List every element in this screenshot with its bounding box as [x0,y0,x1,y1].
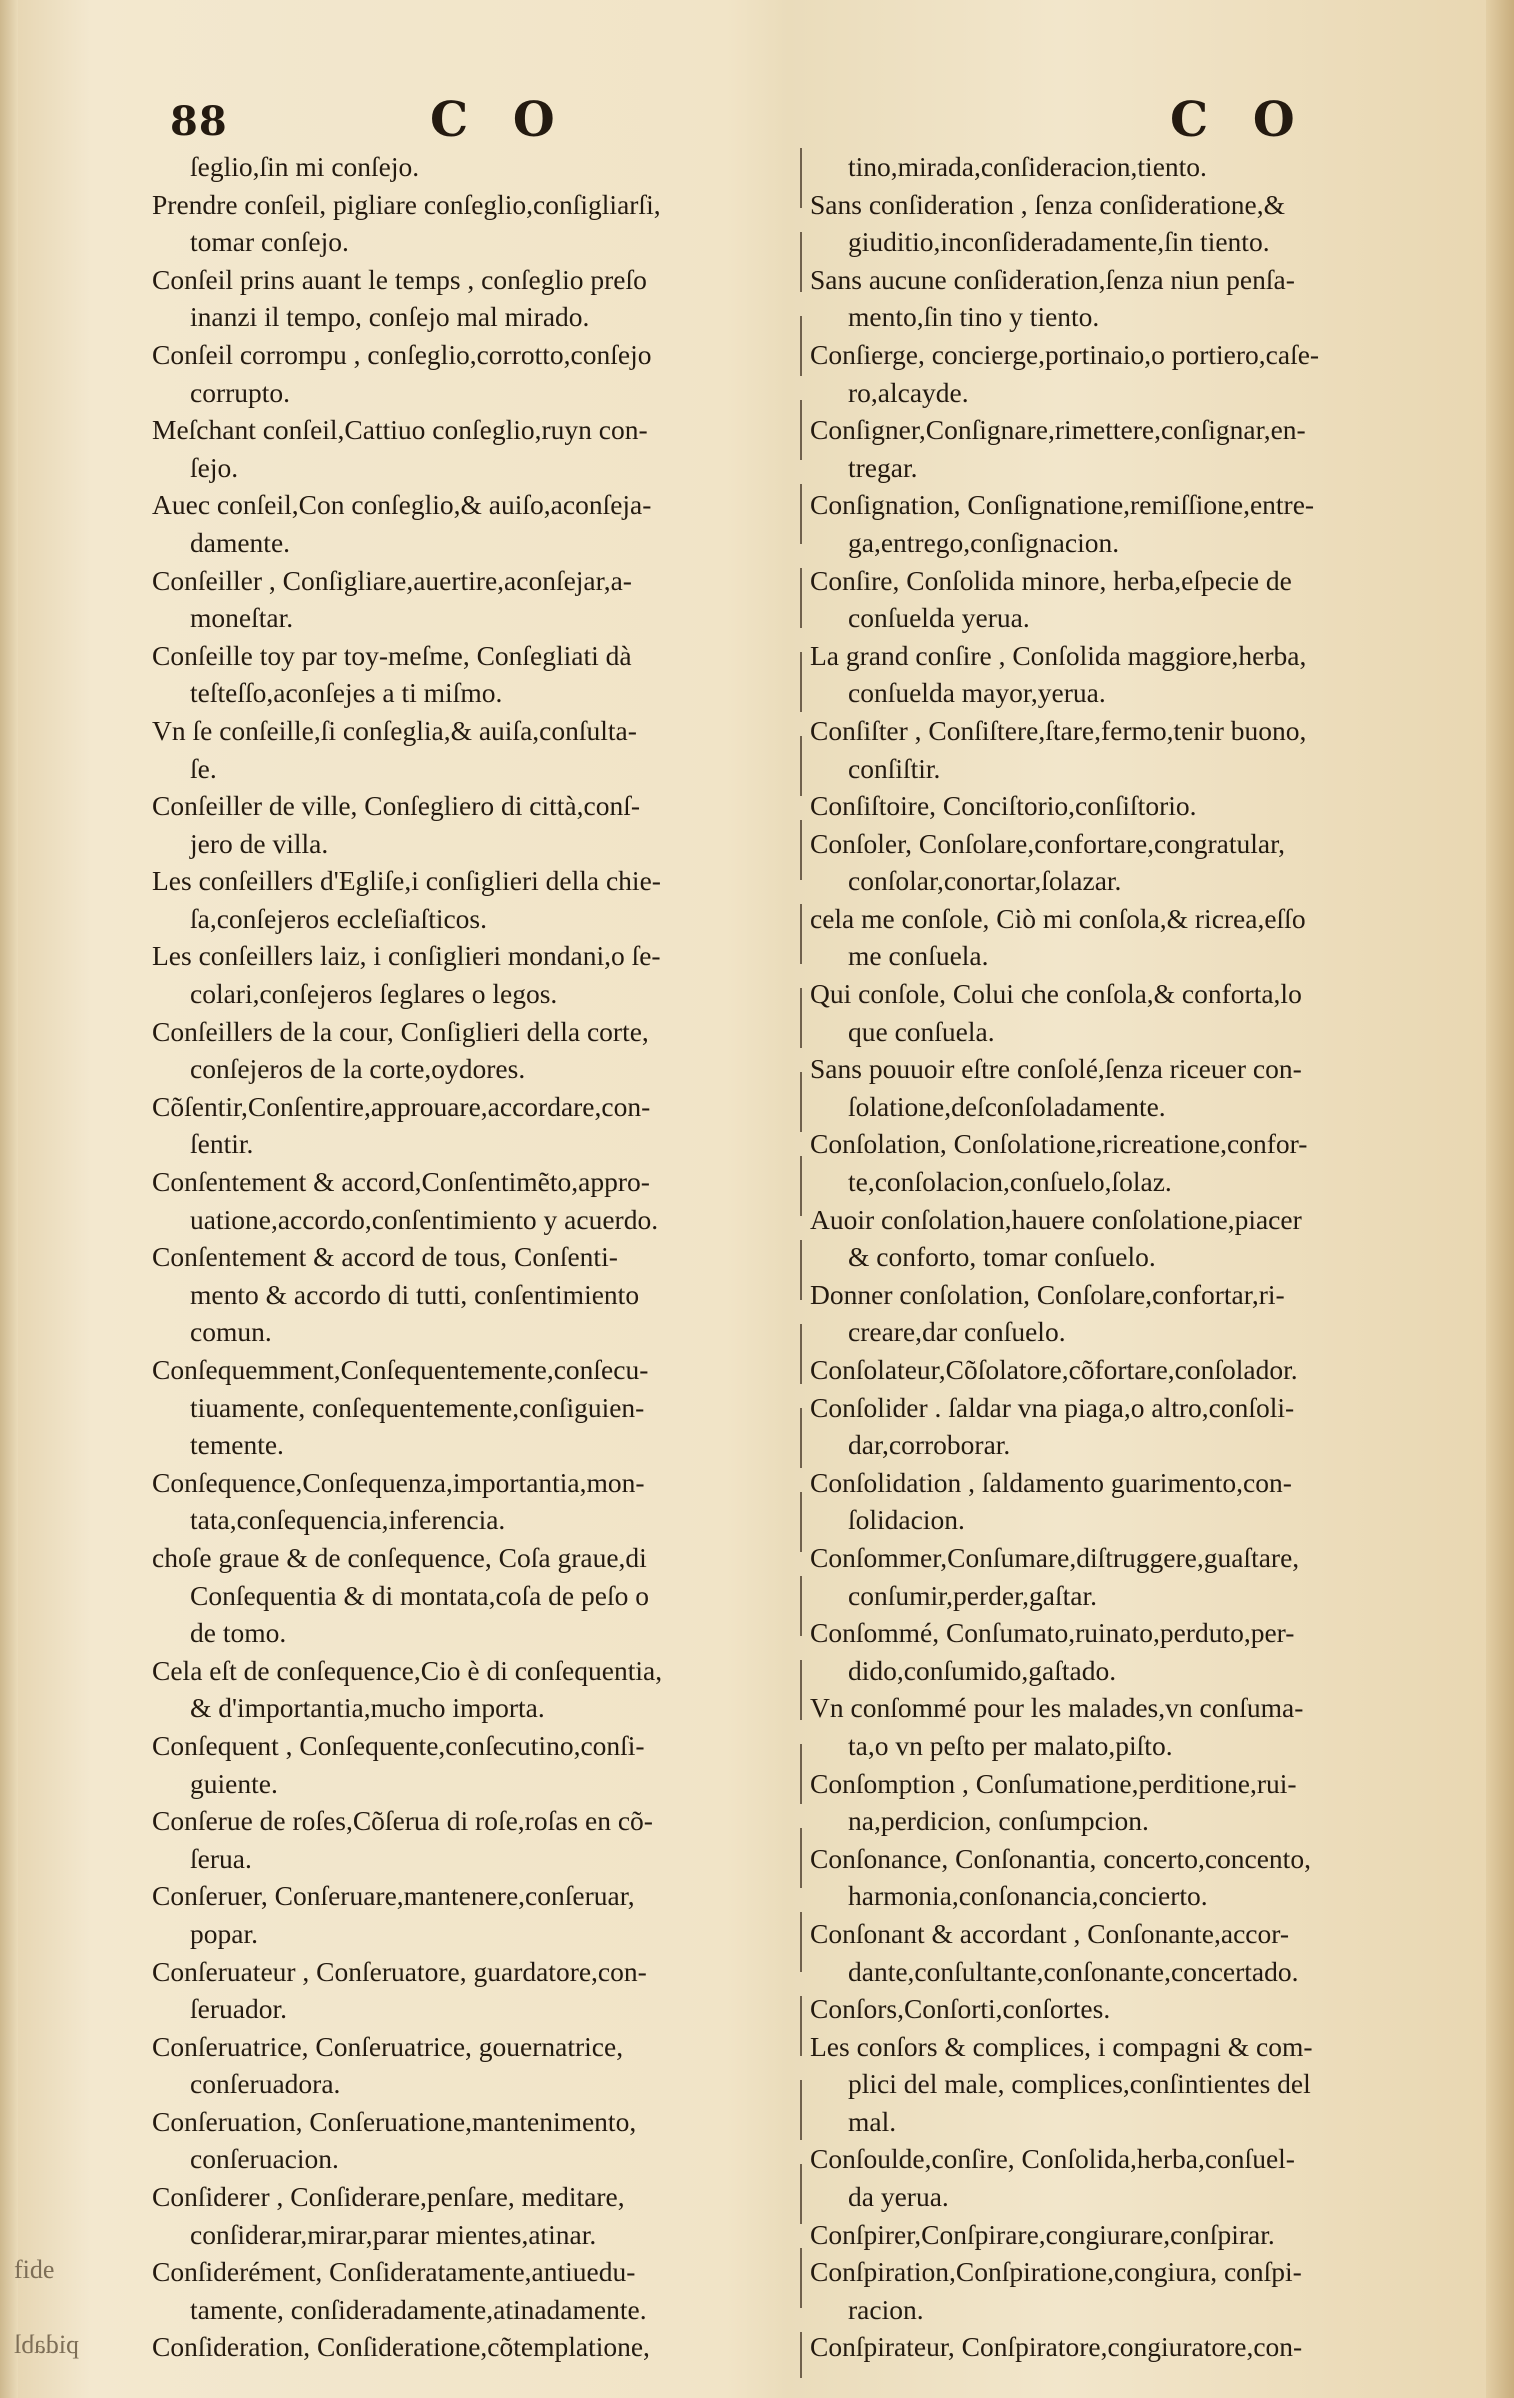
dictionary-entry [152,2178,792,2253]
entry-continuation-line: que conſuela. [848,1015,995,1047]
entry-headword-line: Conſeruation, Conſeruatione,mantenimento, [152,2105,637,2137]
dictionary-entry [152,1953,792,2028]
dictionary-entry [810,900,1476,975]
entry-headword-line: Conſeille toy par toy-meſme, Conſegliati dà [152,639,632,671]
entry-continuation-line: ſeruador. [190,1993,287,2025]
margin-note: fide [14,2255,55,2284]
dictionary-entry [810,562,1476,637]
entry-headword-line: Conſolidation , ſaldamento guarimento,con- [810,1466,1292,1498]
entry-headword-line: Conſiſter , Conſiſtere,ſtare,fermo,tenir buono, [810,714,1307,746]
entry-headword-line: Auec conſeil,Con conſeglio,& auiſo,aconſeja- [152,489,652,521]
entry-headword-line: Conſeruer, Conſeruare,mantenere,conſeruar, [152,1880,635,1912]
entry-headword-line: Vn conſommé pour les malades,vn conſuma- [810,1692,1304,1724]
dictionary-entry [152,937,792,1012]
dictionary-entry [810,787,1476,825]
entry-headword-line: Cela eſt de conſequence,Cio è di conſequentia, [152,1654,663,1686]
entry-headword-line: Vn ſe conſeille,ſi conſeglia,& auiſa,conſulta- [152,714,637,746]
entry-headword-line: Conſeillers de la cour, Conſiglieri della corte, [152,1015,649,1047]
dictionary-entry [810,712,1476,787]
dictionary-entry [810,486,1476,561]
dictionary-entry [152,1802,792,1877]
entry-continuation-line: ro,alcayde. [848,376,969,408]
dictionary-entry [810,411,1476,486]
entry-headword-line: Conſiſtoire, Conciſtorio,conſiſtorio. [810,790,1197,822]
dictionary-entry [810,2328,1476,2366]
dictionary-entry [152,712,792,787]
entry-continuation-line: dante,conſultante,conſonante,concertado. [848,1955,1299,1987]
entry-continuation-line: conſiderar,mirar,parar mientes,atinar. [190,2218,597,2250]
dictionary-entry [152,1013,792,1088]
entry-continuation-line: teſteſſo,aconſejes a ti miſmo. [190,677,503,709]
entry-headword-line: Conſoulde,conſire, Conſolida,herba,conſuel- [810,2143,1295,2175]
entry-continuation-line: racion. [848,2293,924,2325]
entry-headword-line: Conſeruateur , Conſeruatore, guardatore,con- [152,1955,647,1987]
entry-headword-line: Conſigner,Conſignare,rimettere,conſignar,en- [810,414,1306,446]
dictionary-entry [810,1050,1476,1125]
dictionary-entry [810,1765,1476,1840]
entry-continuation-line: colari,conſejeros ſeglares o legos. [190,978,558,1010]
dictionary-entry [810,336,1476,411]
entry-continuation-line: ſa,conſejeros eccleſiaſticos. [190,902,488,934]
dictionary-entry [152,2328,792,2366]
entry-headword-line: Conſonance, Conſonantia, concerto,concento, [810,1842,1311,1874]
entry-headword-line: La grand conſire , Conſolida maggiore,herba, [810,639,1307,671]
entry-headword-line: Auoir conſolation,hauere conſolatione,piacer [810,1203,1302,1235]
entry-headword-line: Conſentement & accord de tous, Conſenti- [152,1241,618,1273]
dictionary-entry [152,637,792,712]
entry-headword-line: Conſignation, Conſignatione,remiſſione,entre- [810,489,1315,521]
entry-continuation-line: moneſtar. [190,602,294,634]
entry-continuation-line: ſejo. [190,451,239,483]
entry-headword-line: Conſeil prins auant le temps , conſeglio preſo [152,263,647,295]
dictionary-entry [152,1351,792,1464]
entry-headword-line: Donner conſolation, Conſolare,confortar,ri- [810,1278,1285,1310]
dictionary-entry [152,2253,792,2328]
entry-headword-line: Conſolation, Conſolatione,ricreatione,confor- [810,1128,1308,1160]
entry-headword-line: Conſequence,Conſequenza,importantia,mon- [152,1466,645,1498]
entry-continuation-line: guiente. [190,1767,278,1799]
dictionary-entry [810,1125,1476,1200]
entry-continuation-line: tamente, conſideradamente,atinadamente. [190,2293,647,2325]
dictionary-entry [810,1840,1476,1915]
entry-headword-line: tino,mirada,conſideracion,tiento. [848,151,1207,182]
entry-continuation-line: ga,entrego,conſignacion. [848,526,1120,558]
entry-continuation-line: uatione,accordo,conſentimiento y acuerdo. [190,1203,659,1235]
entry-headword-line: Conſolateur,Cõſolatore,cõfortare,conſolador. [810,1354,1298,1385]
dictionary-entry [152,148,792,186]
entry-headword-line: Conſideration, Conſideratione,cõtemplatione, [152,2331,650,2363]
entry-continuation-line: conſiſtir. [848,752,941,784]
entry-headword-line: Conſpiration,Conſpiratione,congiura, conſpi- [810,2256,1302,2288]
page-left-edge [0,0,18,2398]
entry-headword-line: Conſoler, Conſolare,confortare,congratular, [810,827,1286,859]
entry-continuation-line: conſeruacion. [190,2143,339,2175]
entry-continuation-line: dar,corroborar. [848,1429,1011,1461]
entry-continuation-line: mento & accordo di tutti, conſentimiento [190,1278,640,1310]
entry-continuation-line: conſolar,conortar,ſolazar. [848,865,1122,897]
entry-headword-line: Les conſeillers d'Egliſe,i conſiglieri della chie- [152,865,661,897]
entry-continuation-line: conſejeros de la corte,oydores. [190,1053,526,1085]
entry-continuation-line: ſentir. [190,1128,254,1160]
entry-headword-line: Prendre conſeil, pigliare conſeglio,conſigliarſi, [152,188,661,220]
entry-headword-line: Conſentement & accord,Conſentimẽto,appro- [152,1166,650,1198]
dictionary-entry [810,1389,1476,1464]
dictionary-entry [810,2028,1476,2141]
dictionary-entry [810,1614,1476,1689]
entry-headword-line: Meſchant conſeil,Cattiuo conſeglio,ruyn con- [152,414,648,446]
entry-headword-line: Conſeiller , Conſigliare,auertire,aconſejar,a- [152,564,632,596]
entry-headword-line: Les conſors & complices, i compagni & com- [810,2030,1313,2062]
dictionary-entry [152,1163,792,1238]
dictionary-entry [152,1539,792,1652]
entry-continuation-line: comun. [190,1316,272,1348]
entry-headword-line: Conſerue de roſes,Cõſerua di roſe,roſas en cõ- [152,1805,653,1837]
dictionary-entry [152,562,792,637]
entry-continuation-line: ſolidacion. [848,1504,965,1536]
dictionary-entry [810,1689,1476,1764]
entry-continuation-line: conſuelda yerua. [848,602,1030,634]
entry-continuation-line: plici del male, complices,conſintientes del [848,2068,1311,2100]
entry-continuation-line: popar. [190,1917,258,1949]
entry-headword-line: Conſierge, concierge,portinaio,o portiero,caſe- [810,338,1320,370]
dictionary-entry [152,1088,792,1163]
entry-continuation-line: jero de villa. [190,827,329,859]
entry-continuation-line: corrupto. [190,376,291,408]
dictionary-entry [152,787,792,862]
entry-continuation-line: giuditio,inconſideradamente,ſin tiento. [848,226,1270,258]
entry-continuation-line: mal. [848,2105,897,2137]
entry-continuation-line: ta,o vn peſto per malato,piſto. [848,1729,1173,1761]
entry-continuation-line: ſerua. [190,1842,252,1874]
dictionary-entry [152,862,792,937]
right-column-heading: C O [1170,92,1309,148]
entry-continuation-line: conſumir,perder,gaſtar. [848,1579,1098,1611]
entry-continuation-line: tiuamente, conſequentemente,conſiguien- [190,1391,645,1423]
entry-headword-line: Conſpirateur, Conſpiratore,congiuratore,con- [810,2331,1303,2363]
column-divider [800,148,802,2378]
entry-continuation-line: ſolatione,deſconſoladamente. [848,1090,1166,1122]
entry-headword-line: Sans aucune conſideration,ſenza niun penſa- [810,263,1295,295]
entry-headword-line: Cõſentir,Conſentire,approuare,accordare,con- [152,1090,651,1122]
dictionary-entry [152,1877,792,1952]
dictionary-entry [810,1464,1476,1539]
dictionary-entry [810,637,1476,712]
entry-headword-line: Conſolider . ſaldar vna piaga,o altro,conſoli- [810,1391,1295,1423]
entry-headword-line: choſe graue & de conſequence, Coſa graue,di [152,1541,647,1573]
dictionary-entry [810,1539,1476,1614]
dictionary-entry [152,1238,792,1351]
entry-headword-line: Qui conſole, Colui che conſola,& conforta,lo [810,978,1302,1010]
entry-headword-line: Sans conſideration , ſenza conſideratione,& [810,188,1285,220]
dictionary-entry [810,1201,1476,1276]
entry-headword-line: Conſonant & accordant , Conſonante,accor- [810,1917,1290,1949]
entry-headword-line: Les conſeillers laiz, i conſiglieri mondani,o ſe- [152,940,661,972]
entry-headword-line: Conſire, Conſolida minore, herba,eſpecie de [810,564,1292,596]
dictionary-entry [810,975,1476,1050]
right-column [810,148,1476,2366]
entry-continuation-line: conſuelda mayor,yerua. [848,677,1106,709]
dictionary-entry [810,1915,1476,1990]
dictionary-entry [810,1990,1476,2028]
entry-continuation-line: me conſuela. [848,940,989,972]
entry-headword-line: Conſors,Conſorti,conſortes. [810,1993,1111,2025]
entry-continuation-line: te,conſolacion,conſuelo,ſolaz. [848,1166,1172,1198]
entry-continuation-line: creare,dar conſuelo. [848,1316,1066,1348]
page-right-edge [1486,0,1514,2398]
entry-headword-line: Conſeiller de ville, Conſegliero di città,conſ- [152,790,640,822]
dictionary-entry [810,1351,1476,1389]
entry-headword-line: Conſommé, Conſumato,ruinato,perduto,per- [810,1617,1295,1649]
dictionary-entry [810,2140,1476,2215]
dictionary-entry [810,2253,1476,2328]
dictionary-entry [810,261,1476,336]
left-column [152,148,792,2366]
dictionary-entry [810,2216,1476,2254]
dictionary-entry [810,148,1476,186]
entry-continuation-line: damente. [190,526,291,558]
dictionary-entry [152,1727,792,1802]
page-number: 88 [170,98,228,145]
dictionary-entry [810,1276,1476,1351]
dictionary-entry [152,186,792,261]
dictionary-entry [152,336,792,411]
dictionary-entry [152,261,792,336]
entry-headword-line: Conſeil corrompu , conſeglio,corrotto,conſejo [152,338,652,370]
entry-continuation-line: harmonia,conſonancia,concierto. [848,1880,1208,1912]
entry-headword-line: Conſequemment,Conſequentemente,conſecu- [152,1354,649,1385]
entry-continuation-line: conſeruadora. [190,2068,341,2100]
dictionary-entry [810,186,1476,261]
entry-continuation-line: & d'importantia,mucho importa. [190,1692,545,1724]
entry-continuation-line: dido,conſumido,gaſtado. [848,1654,1117,1686]
entry-headword-line: Conſequent , Conſequente,conſecutino,conſi- [152,1729,645,1761]
entry-continuation-line: na,perdicion, conſumpcion. [848,1805,1149,1837]
dictionary-entry [152,411,792,486]
margin-note-mirrored: pidabl [14,2330,79,2359]
entry-continuation-line: inanzi il tempo, conſejo mal mirado. [190,301,590,333]
entry-headword-line: Conſomption , Conſumatione,perditione,rui- [810,1767,1297,1799]
entry-continuation-line: tata,conſequencia,inferencia. [190,1504,506,1536]
dictionary-entry [152,1464,792,1539]
entry-headword-line: Conſiderer , Conſiderare,penſare, meditare, [152,2181,625,2213]
dictionary-entry [152,1652,792,1727]
entry-continuation-line: temente. [190,1429,284,1461]
entry-continuation-line: ſe. [190,752,217,784]
dictionary-entry [152,2028,792,2103]
entry-continuation-line: mento,ſin tino y tiento. [848,301,1100,333]
dictionary-entry [152,2103,792,2178]
entry-continuation-line: da yerua. [848,2181,949,2213]
entry-continuation-line: & conforto, tomar conſuelo. [848,1241,1156,1273]
dictionary-entry [810,825,1476,900]
left-column-heading: C O [430,92,569,148]
dictionary-entry [152,486,792,561]
entry-continuation-line: de tomo. [190,1617,287,1649]
entry-headword-line: Sans pouuoir eſtre conſolé,ſenza riceuer con- [810,1053,1302,1085]
entry-continuation-line: Conſequentia & di montata,coſa de peſo o [190,1579,649,1611]
entry-headword-line: Conſpirer,Conſpirare,congiurare,conſpirar. [810,2218,1275,2250]
entry-headword-line: Conſommer,Conſumare,diſtruggere,guaſtare, [810,1541,1300,1573]
entry-headword-line: Conſiderément, Conſideratamente,antiuedu- [152,2256,636,2288]
entry-headword-line: Conſeruatrice, Conſeruatrice, gouernatrice, [152,2030,624,2062]
entry-continuation-line: tregar. [848,451,918,483]
entry-headword-line: cela me conſole, Ciò mi conſola,& ricrea,eſſo [810,902,1306,934]
entry-continuation-line: tomar conſejo. [190,226,349,258]
entry-headword-line: ſeglio,ſin mi conſejo. [190,151,420,182]
